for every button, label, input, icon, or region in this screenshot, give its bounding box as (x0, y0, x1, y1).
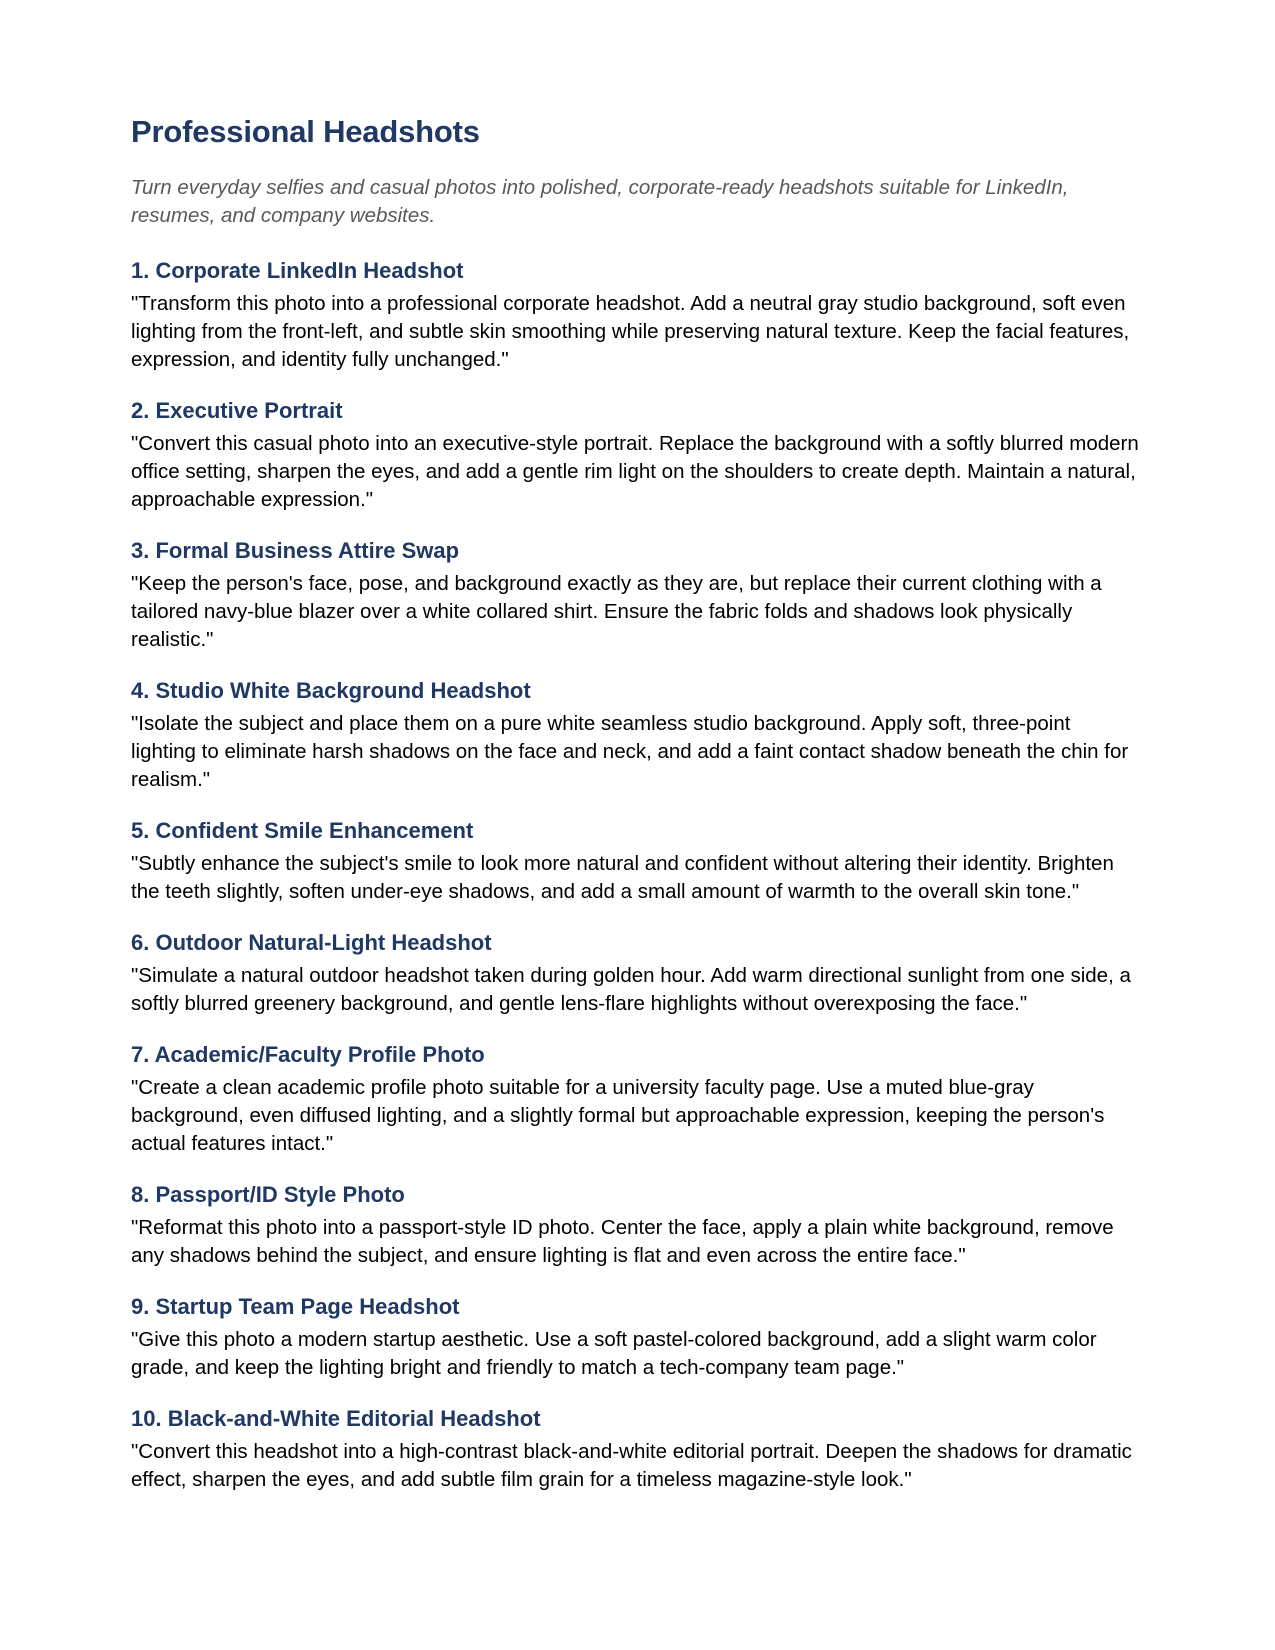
section-body: "Isolate the subject and place them on a pure white seamless studio background. Apply soft, three-point lighting to eliminate harsh shadows on the face and neck, and add a faint contact shadow beneath the chin for realism." (131, 712, 1129, 791)
section-heading: 10. Black-and-White Editorial Headshot (131, 1406, 541, 1431)
section-4 (131, 676, 1141, 794)
section-heading: 7. Academic/Faculty Profile Photo (131, 1042, 485, 1067)
document-page (131, 112, 1141, 1516)
section-heading: 1. Corporate LinkedIn Headshot (131, 258, 464, 283)
section-2 (131, 396, 1141, 514)
section-5 (131, 816, 1141, 906)
section-body: "Create a clean academic profile photo suitable for a university faculty page. Use a muted blue-gray background, even diffused lighting, and a slightly formal but approachable expression, keeping the person's actual features intact." (131, 1076, 1105, 1155)
section-heading: 2. Executive Portrait (131, 398, 343, 423)
section-10 (131, 1404, 1141, 1494)
section-body: "Simulate a natural outdoor headshot taken during golden hour. Add warm directional sunlight from one side, a softly blurred greenery background, and gentle lens-flare highlights without overexposing the face." (131, 964, 1131, 1015)
section-body: "Keep the person's face, pose, and background exactly as they are, but replace their current clothing with a tailored navy-blue blazer over a white collared shirt. Ensure the fabric folds and shadows look physically realistic." (131, 572, 1102, 651)
section-heading: 9. Startup Team Page Headshot (131, 1294, 460, 1319)
section-body: "Transform this photo into a professional corporate headshot. Add a neutral gray studio background, soft even lighting from the front-left, and subtle skin smoothing while preserving natural texture. Keep the facial features, expression, and identity fully unchanged." (131, 292, 1130, 371)
section-6 (131, 928, 1141, 1018)
section-body: "Give this photo a modern startup aesthetic. Use a soft pastel-colored background, add a slight warm color grade, and keep the lighting bright and friendly to match a tech-company team page." (131, 1328, 1097, 1379)
page-title: Professional Headshots (131, 114, 480, 149)
section-body: "Subtly enhance the subject's smile to look more natural and confident without altering their identity. Brighten the teeth slightly, soften under-eye shadows, and add a small amount of warmth to the overall skin tone." (131, 852, 1114, 903)
section-heading: 3. Formal Business Attire Swap (131, 538, 460, 563)
section-1 (131, 256, 1141, 374)
section-heading: 8. Passport/ID Style Photo (131, 1182, 405, 1207)
section-body: "Convert this headshot into a high-contrast black-and-white editorial portrait. Deepen the shadows for dramatic effect, sharpen the eyes, and add subtle film grain for a timeless magazine-style look." (131, 1440, 1132, 1491)
section-3 (131, 536, 1141, 654)
section-heading: 6. Outdoor Natural-Light Headshot (131, 930, 492, 955)
section-heading: 4. Studio White Background Headshot (131, 678, 531, 703)
page-subtitle: Turn everyday selfies and casual photos into polished, corporate-ready headshots suitable for LinkedIn, resumes, and company websites. (131, 176, 1069, 227)
section-body: "Convert this casual photo into an executive-style portrait. Replace the background with a softly blurred modern office setting, sharpen the eyes, and add a gentle rim light on the shoulders to create depth. Maintain a natural, approachable expression." (131, 432, 1139, 511)
section-heading: 5. Confident Smile Enhancement (131, 818, 474, 843)
section-body: "Reformat this photo into a passport-style ID photo. Center the face, apply a plain white background, remove any shadows behind the subject, and ensure lighting is flat and even across the entire face." (131, 1216, 1114, 1267)
section-8 (131, 1180, 1141, 1270)
section-9 (131, 1292, 1141, 1382)
section-7 (131, 1040, 1141, 1158)
